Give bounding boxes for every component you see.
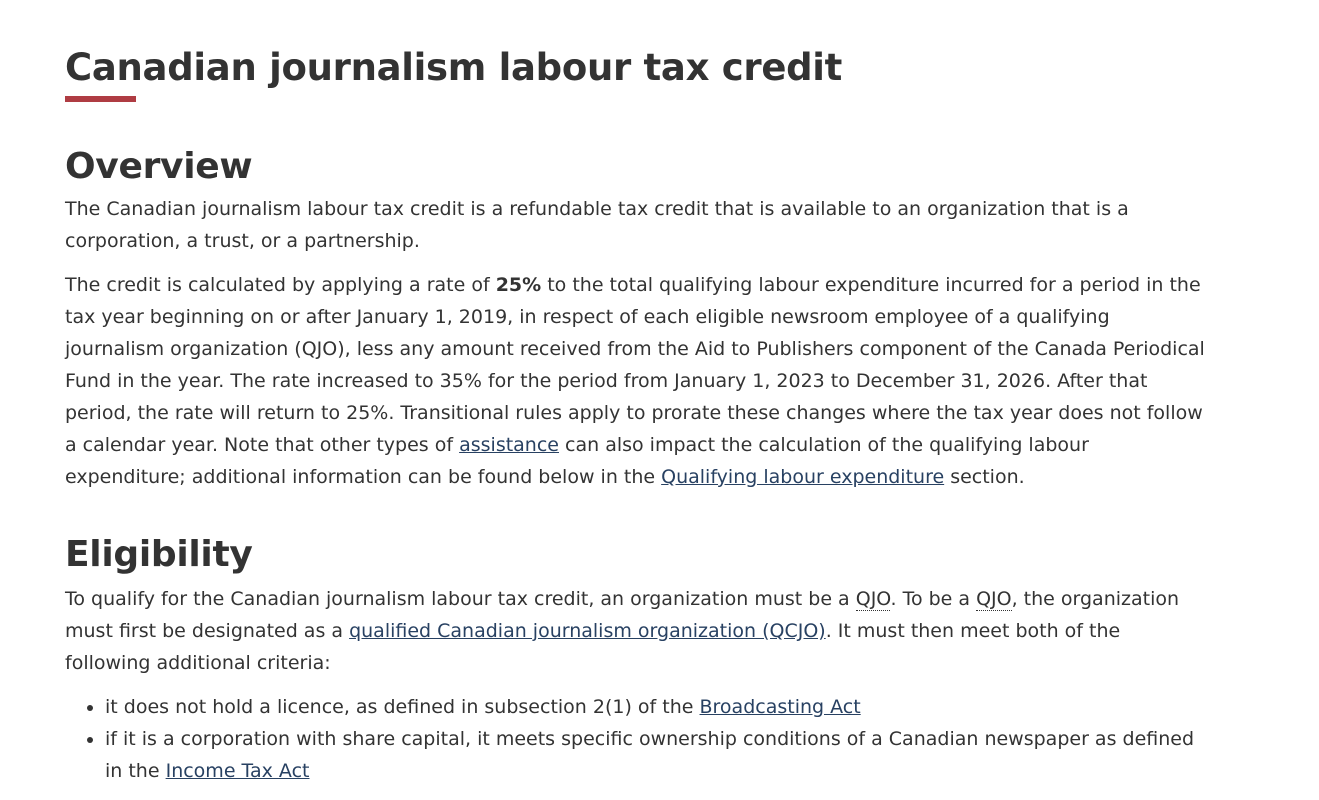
qualifying-labour-expenditure-link[interactable]: Qualifying labour expenditure (661, 466, 945, 488)
list-item (105, 691, 1210, 723)
qjo-abbr[interactable]: QJO (855, 588, 891, 610)
eligibility-text-1: To qualify for the Canadian journalism labour tax credit, an organization must be a (65, 588, 856, 610)
list-item (105, 723, 1210, 787)
overview-p2-text-3: can also impact the calculation of the qualifying labour expenditure; additional information can be found below in the (65, 434, 1089, 488)
overview-p2-text-4: section. (944, 466, 1025, 488)
page-title: Canadian journalism labour tax credit (65, 46, 843, 89)
rate-value: 25% (495, 274, 542, 296)
title-underline (65, 96, 136, 102)
eligibility-text-2: . To be a (890, 588, 977, 610)
broadcasting-act-link[interactable]: Broadcasting Act (699, 696, 861, 718)
assistance-link[interactable]: assistance (459, 434, 559, 456)
eligibility-paragraph (65, 583, 1210, 679)
qcjo-link[interactable]: qualified Canadian journalism organization (QCJO) (349, 620, 826, 642)
criteria-list (65, 691, 1210, 787)
overview-paragraph-1: The Canadian journalism labour tax credit is a refundable tax credit that is available to an organization that is a corporation, a trust, or a partnership. (65, 198, 1129, 252)
overview-p2-text-2: to the total qualifying labour expenditure incurred for a period in the tax year beginning on or after January 1, 2019, in respect of each eligible newsroom employee of a qualifying journalism organization (QJO), less any amount received from the Aid to Publishers component of the Canada Periodical Fund in the year. The rate increased to 35% for the period from January 1, 2023 to December 31, 2026. After that period, the rate will return to 25%. Transitional rules apply to prorate these changes where the tax year does not follow a calendar year. Note that other types of (65, 274, 1205, 456)
criteria-text-1: it does not hold a licence, as defined in subsection 2(1) of the (105, 696, 700, 718)
eligibility-text-4: . It must then meet both of the following additional criteria: (65, 620, 1121, 674)
overview-p2-text-1: The credit is calculated by applying a rate of (65, 274, 496, 296)
eligibility-text-3: , the organization must first be designated as a (65, 588, 1180, 642)
overview-paragraph-2 (65, 269, 1210, 493)
income-tax-act-link[interactable]: Income Tax Act (165, 760, 310, 782)
eligibility-heading: Eligibility (65, 534, 253, 575)
main-content (65, 0, 1210, 787)
overview-heading: Overview (65, 146, 253, 187)
criteria-text-2: if it is a corporation with share capital, it meets specific ownership conditions of a Canadian newspaper as defined in the (105, 728, 1195, 782)
qjo-abbr-2[interactable]: QJO (976, 588, 1012, 610)
